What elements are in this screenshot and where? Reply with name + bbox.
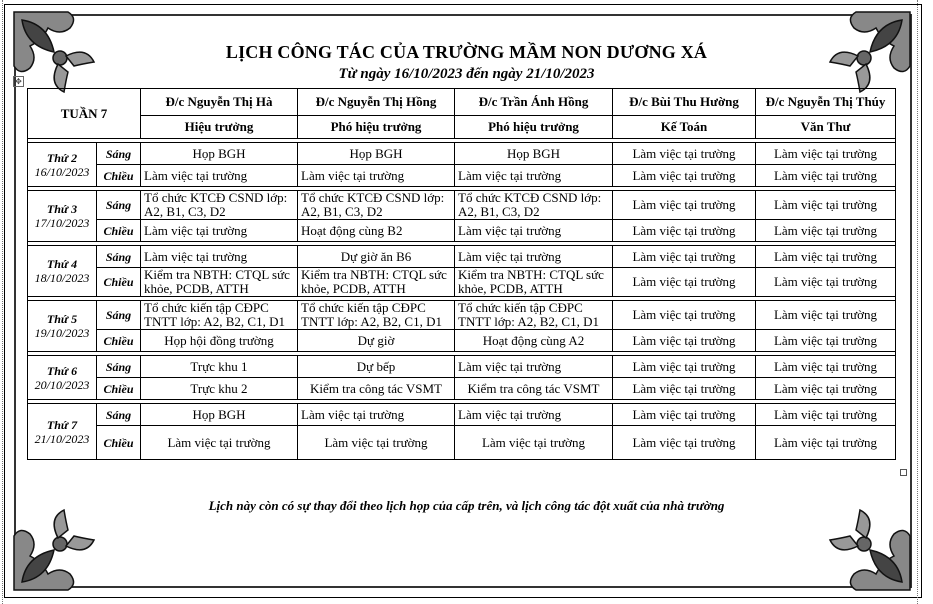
session-label: Sáng — [97, 356, 141, 378]
session-label: Sáng — [97, 191, 141, 220]
schedule-cell: Làm việc tại trường — [613, 426, 756, 460]
schedule-table — [27, 88, 896, 460]
schedule-cell: Làm việc tại trường — [756, 165, 896, 187]
schedule-cell: Làm việc tại trường — [613, 191, 756, 220]
staff-name: Đ/c Nguyễn Thị Thúy — [756, 89, 896, 116]
schedule-cell: Làm việc tại trường — [455, 165, 613, 187]
staff-name: Đ/c Trần Ánh Hồng — [455, 89, 613, 116]
schedule-cell: Làm việc tại trường — [141, 246, 298, 268]
schedule-cell: Làm việc tại trường — [613, 356, 756, 378]
schedule-cell: Làm việc tại trường — [756, 356, 896, 378]
fleur-de-lis-ornament-icon — [824, 504, 916, 596]
staff-name: Đ/c Bùi Thu Hường — [613, 89, 756, 116]
schedule-cell: Làm việc tại trường — [141, 220, 298, 242]
day-label: Thứ 5 — [46, 312, 78, 326]
schedule-cell: Làm việc tại trường — [756, 426, 896, 460]
schedule-cell: Làm việc tại trường — [455, 426, 613, 460]
schedule-cell: Làm việc tại trường — [455, 246, 613, 268]
day-date: 19/10/2023 — [34, 326, 90, 340]
schedule-cell: Làm việc tại trường — [756, 246, 896, 268]
schedule-cell: Tổ chức KTCĐ CSND lớp: A2, B1, C3, D2 — [141, 191, 298, 220]
schedule-cell: Làm việc tại trường — [756, 404, 896, 426]
date-range-subtitle: Từ ngày 16/10/2023 đến ngày 21/10/2023 — [338, 66, 595, 82]
schedule-cell: Làm việc tại trường — [756, 143, 896, 165]
schedule-cell: Họp BGH — [141, 404, 298, 426]
day-date: 18/10/2023 — [34, 271, 90, 285]
day-label: Thứ 6 — [46, 363, 78, 378]
schedule-cell: Làm việc tại trường — [756, 330, 896, 352]
schedule-cell: Làm việc tại trường — [455, 404, 613, 426]
fleur-de-lis-ornament-icon — [8, 504, 100, 596]
day-date: 17/10/2023 — [34, 216, 90, 230]
staff-name: Đ/c Nguyễn Thị Hà — [141, 89, 298, 116]
schedule-cell: Làm việc tại trường — [756, 301, 896, 330]
session-label: Chiều — [97, 330, 141, 352]
schedule-row — [28, 143, 896, 165]
schedule-cell: Làm việc tại trường — [756, 268, 896, 297]
session-label: Sáng — [97, 301, 141, 330]
schedule-cell: Làm việc tại trường — [455, 356, 613, 378]
schedule-row — [28, 268, 896, 297]
staff-role: Văn Thư — [756, 116, 896, 139]
session-label: Chiều — [97, 426, 141, 460]
session-label: Sáng — [97, 143, 141, 165]
staff-role: Kế Toán — [613, 116, 756, 139]
schedule-row — [28, 378, 896, 400]
staff-role: Phó hiệu trưởng — [298, 116, 455, 139]
schedule-cell: Trực khu 1 — [141, 356, 298, 378]
schedule-cell: Làm việc tại trường — [613, 378, 756, 400]
schedule-row — [28, 220, 896, 242]
schedule-cell: Họp BGH — [141, 143, 298, 165]
session-label: Chiều — [97, 378, 141, 400]
schedule-row — [28, 404, 896, 426]
schedule-cell: Họp BGH — [298, 143, 455, 165]
schedule-cell: Làm việc tại trường — [613, 220, 756, 242]
schedule-cell: Tổ chức kiến tập CĐPC TNTT lớp: A2, B2, C1, D1 — [455, 301, 613, 330]
page-title: LỊCH CÔNG TÁC CỦA TRƯỜNG MẦM NON DƯƠNG XÁ — [225, 42, 708, 62]
schedule-cell: Họp hội đồng trường — [141, 330, 298, 352]
schedule-cell: Làm việc tại trường — [613, 246, 756, 268]
schedule-cell: Làm việc tại trường — [613, 268, 756, 297]
schedule-cell: Tổ chức kiến tập CĐPC TNTT lớp: A2, B2, C1, D1 — [298, 301, 455, 330]
schedule-cell: Làm việc tại trường — [613, 143, 756, 165]
schedule-cell: Làm việc tại trường — [613, 404, 756, 426]
schedule-cell: Hoạt động cùng B2 — [298, 220, 455, 242]
day-cell — [28, 246, 97, 297]
staff-role: Hiệu trưởng — [141, 116, 298, 139]
day-date: 16/10/2023 — [34, 164, 90, 179]
session-label: Sáng — [97, 246, 141, 268]
table-move-handle-icon[interactable]: ✥ — [13, 76, 24, 87]
staff-name: Đ/c Nguyễn Thị Hồng — [298, 89, 455, 116]
session-label: Chiều — [97, 268, 141, 297]
schedule-cell: Làm việc tại trường — [756, 220, 896, 242]
day-label: Thứ 3 — [46, 202, 78, 216]
schedule-row — [28, 191, 896, 220]
day-cell — [28, 404, 97, 460]
schedule-row — [28, 246, 896, 268]
day-cell — [28, 356, 97, 400]
day-label: Thứ 4 — [46, 257, 78, 271]
schedule-cell: Dự bếp — [298, 356, 455, 378]
schedule-row — [28, 426, 896, 460]
day-date: 20/10/2023 — [34, 377, 90, 392]
header-row-roles — [28, 116, 896, 139]
week-label: TUẦN 7 — [28, 89, 141, 139]
session-label: Chiều — [97, 220, 141, 242]
schedule-cell: Làm việc tại trường — [298, 165, 455, 187]
schedule-cell: Kiểm tra NBTH: CTQL sức khỏe, PCDB, ATTH — [455, 268, 613, 297]
schedule-cell: Kiểm tra công tác VSMT — [298, 378, 455, 400]
schedule-cell: Trực khu 2 — [141, 378, 298, 400]
schedule-cell: Kiểm tra NBTH: CTQL sức khỏe, PCDB, ATTH — [141, 268, 298, 297]
schedule-cell: Làm việc tại trường — [298, 426, 455, 460]
schedule-cell: Làm việc tại trường — [613, 330, 756, 352]
day-cell — [28, 143, 97, 187]
session-label: Sáng — [97, 404, 141, 426]
staff-role: Phó hiệu trưởng — [455, 116, 613, 139]
schedule-cell: Tổ chức KTCĐ CSND lớp: A2, B1, C3, D2 — [298, 191, 455, 220]
table-resize-handle[interactable] — [900, 469, 907, 476]
header-row-names — [28, 89, 896, 116]
schedule-cell: Kiểm tra công tác VSMT — [455, 378, 613, 400]
schedule-cell: Làm việc tại trường — [756, 191, 896, 220]
session-label: Chiều — [97, 165, 141, 187]
schedule-cell: Làm việc tại trường — [613, 165, 756, 187]
schedule-cell: Tổ chức kiến tập CĐPC TNTT lớp: A2, B2, C1, D1 — [141, 301, 298, 330]
schedule-cell: Làm việc tại trường — [141, 165, 298, 187]
day-label: Thứ 7 — [46, 417, 78, 432]
day-label: Thứ 2 — [46, 150, 78, 165]
schedule-row — [28, 330, 896, 352]
schedule-cell: Hoạt động cùng A2 — [455, 330, 613, 352]
schedule-cell: Kiểm tra NBTH: CTQL sức khỏe, PCDB, ATTH — [298, 268, 455, 297]
footer-note: Lịch này còn có sự thay đổi theo lịch họp của cấp trên, và lịch công tác đột xuất của nhà trường — [208, 498, 725, 513]
schedule-body — [28, 139, 896, 460]
schedule-row — [28, 165, 896, 187]
schedule-cell: Dự giờ — [298, 330, 455, 352]
schedule-cell: Làm việc tại trường — [613, 301, 756, 330]
schedule-cell: Làm việc tại trường — [298, 404, 455, 426]
day-date: 21/10/2023 — [34, 431, 90, 446]
schedule-row — [28, 356, 896, 378]
schedule-cell: Làm việc tại trường — [455, 220, 613, 242]
schedule-cell: Tổ chức KTCĐ CSND lớp: A2, B1, C3, D2 — [455, 191, 613, 220]
schedule-cell: Làm việc tại trường — [141, 426, 298, 460]
day-cell — [28, 191, 97, 242]
schedule-cell: Dự giờ ăn B6 — [298, 246, 455, 268]
day-cell — [28, 301, 97, 352]
schedule-row — [28, 301, 896, 330]
schedule-cell: Họp BGH — [455, 143, 613, 165]
schedule-cell: Làm việc tại trường — [756, 378, 896, 400]
